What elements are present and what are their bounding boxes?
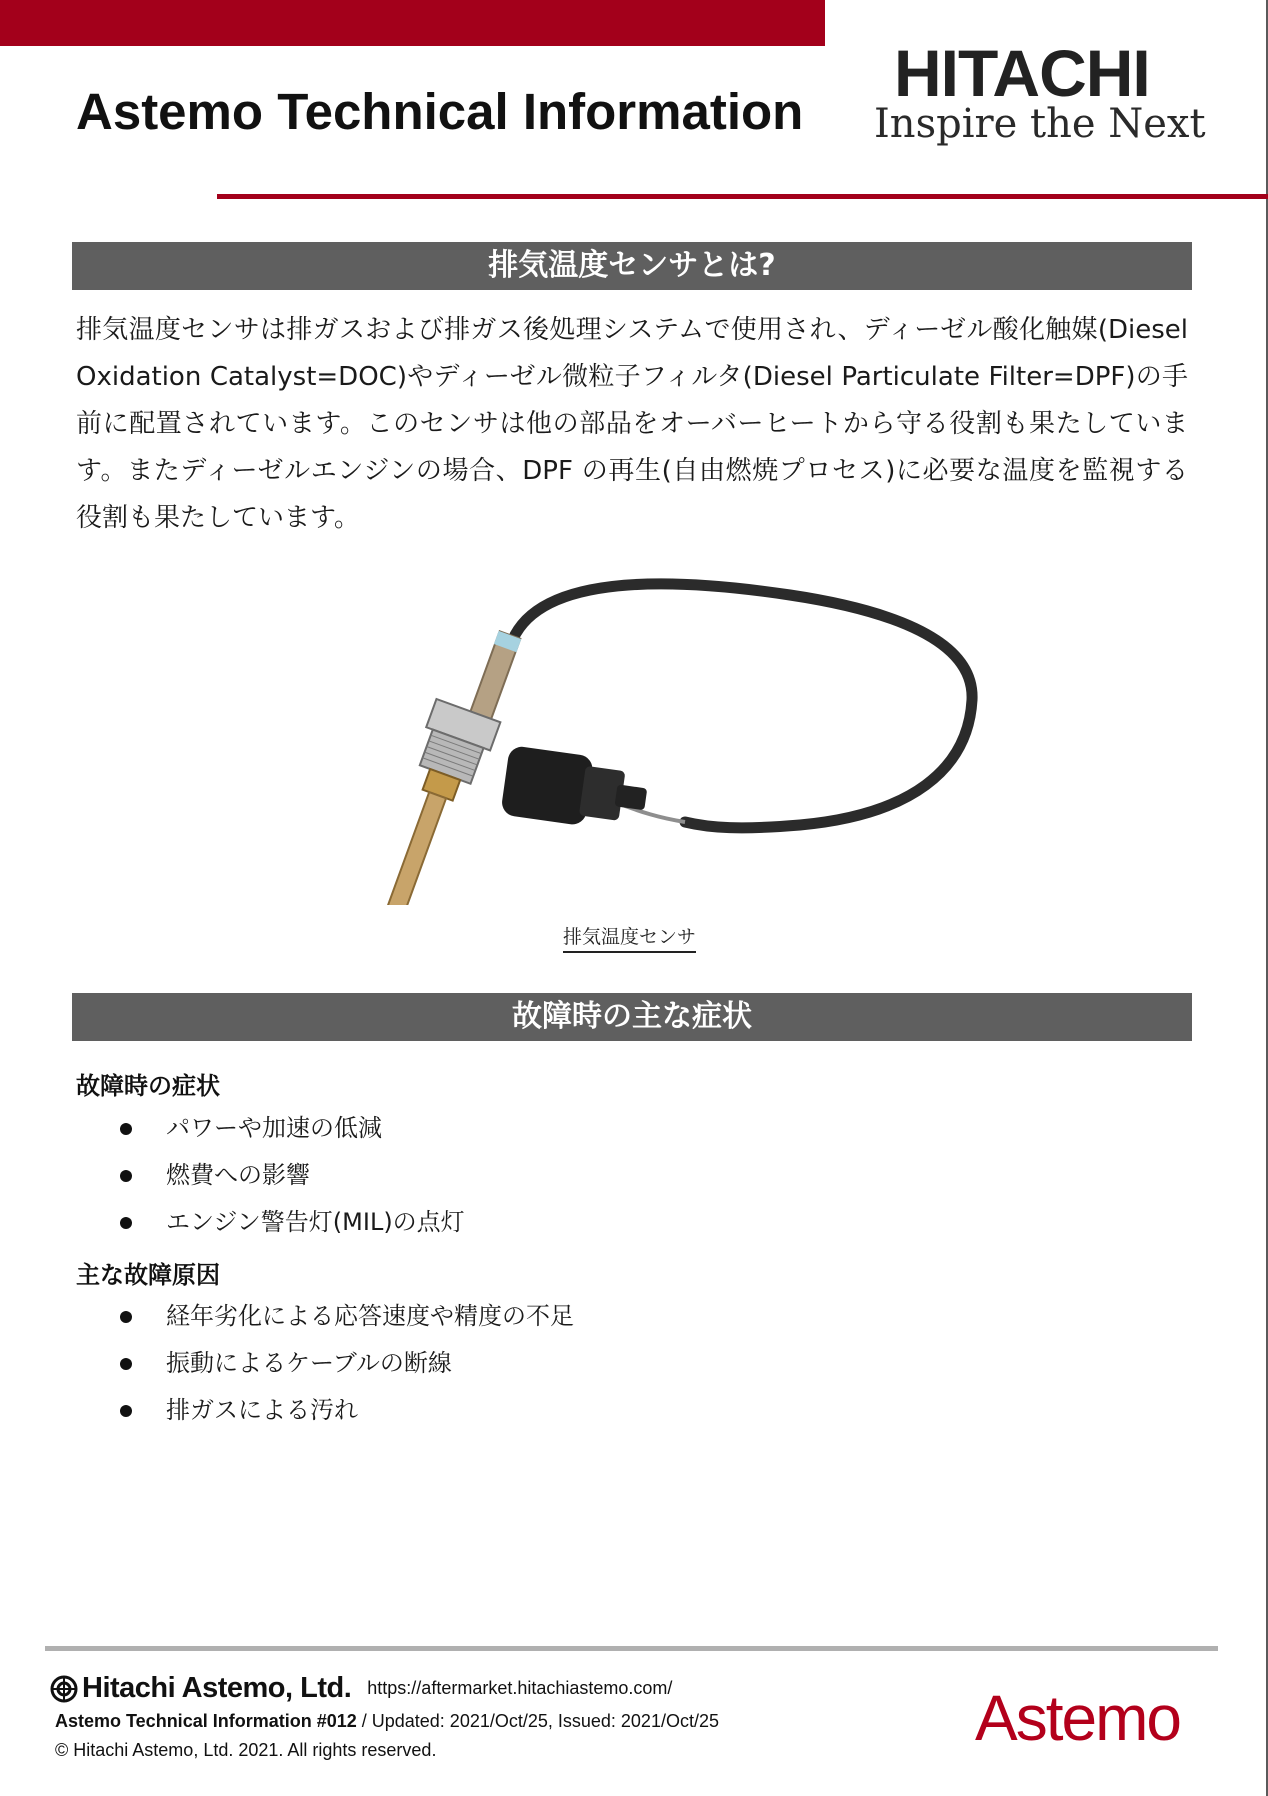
top-red-banner	[0, 0, 825, 46]
copyright: © Hitachi Astemo, Ltd. 2021. All rights reserved.	[55, 1740, 437, 1760]
doc-dates: / Updated: 2021/Oct/25, Issued: 2021/Oct/25	[356, 1711, 719, 1731]
bullet-icon	[120, 1311, 132, 1323]
bullet-icon	[120, 1358, 132, 1370]
section-heading-symptoms: 故障時の主な症状	[72, 993, 1192, 1041]
list-item-text: 経年劣化による応答速度や精度の不足	[166, 1302, 574, 1330]
list-item	[120, 1199, 465, 1246]
bullet-icon	[120, 1123, 132, 1135]
hitachi-logo	[870, 38, 1230, 148]
company-url[interactable]: https://aftermarket.hitachiastemo.com/	[367, 1678, 673, 1698]
list-item-text: 燃費への影響	[166, 1161, 310, 1189]
list-item-text: パワーや加速の低減	[166, 1114, 382, 1142]
astemo-logo: Astemo	[975, 1682, 1180, 1754]
list-item	[120, 1105, 465, 1152]
list-item	[120, 1340, 574, 1387]
document-title: Astemo Technical Information	[76, 83, 804, 140]
causes-heading: 主な故障原因	[76, 1261, 220, 1289]
causes-list	[120, 1293, 574, 1434]
header-red-rule	[217, 194, 1268, 199]
footer-doc-info	[55, 1711, 719, 1732]
photo-caption: 排気温度センサ	[563, 922, 696, 953]
list-item	[120, 1152, 465, 1199]
intro-paragraph: 排気温度センサは排ガスおよび排ガス後処理システムで使用され、ディーゼル酸化触媒(Diesel Oxidation Catalyst=DOC)やディーゼル微粒子フィルタ(Diesel Particulate Filter=DPF)の手前に配置されています。このセンサは他の部品をオーバーヒートから守る役割も果たしています。またディーゼルエンジンの場合、DPF の再生(自由燃焼プロセス)に必要な温度を監視する役割も果たしています。	[76, 315, 1188, 533]
symptoms-heading: 故障時の症状	[76, 1072, 220, 1100]
list-item	[120, 1387, 574, 1434]
sensor-photo	[270, 560, 990, 905]
list-item	[120, 1293, 574, 1340]
company-name: Hitachi Astemo, Ltd.	[82, 1672, 352, 1704]
symptoms-list	[120, 1105, 465, 1246]
list-item-text: 振動によるケーブルの断線	[166, 1349, 452, 1377]
hitachi-wordmark: HITACHI	[894, 36, 1150, 110]
bullet-icon	[120, 1405, 132, 1417]
doc-number: Astemo Technical Information #012	[55, 1711, 357, 1731]
list-item-text: 排ガスによる汚れ	[166, 1396, 358, 1424]
bullet-icon	[120, 1217, 132, 1229]
section-heading-what-is: 排気温度センサとは?	[72, 242, 1192, 290]
bullet-icon	[120, 1170, 132, 1182]
list-item-text: エンジン警告灯(MIL)の点灯	[166, 1208, 465, 1236]
brand-tagline: Inspire the Next	[874, 101, 1206, 147]
footer-rule	[45, 1646, 1218, 1651]
footer-company	[50, 1672, 672, 1705]
hitachi-mark-icon	[50, 1675, 78, 1703]
